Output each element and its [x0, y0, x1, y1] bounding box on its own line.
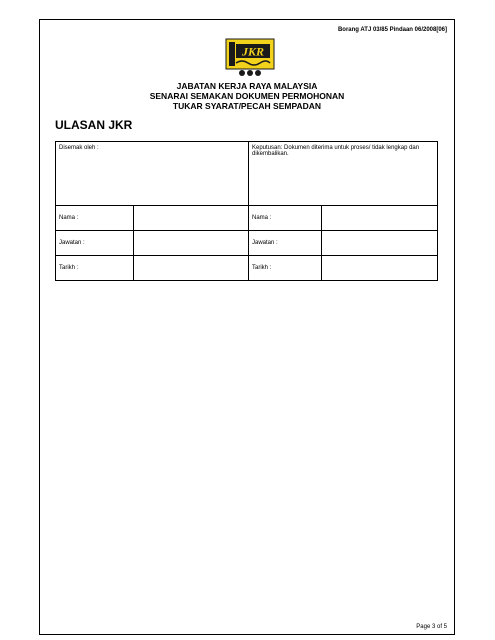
logo-text: JKR [241, 44, 265, 59]
right-name-label: Nama : [249, 206, 322, 231]
right-date-label: Tarikh : [249, 256, 322, 281]
right-name-field[interactable] [322, 206, 438, 231]
left-name-field[interactable] [134, 206, 249, 231]
section-title: ULASAN JKR [55, 118, 133, 132]
right-position-field[interactable] [322, 231, 438, 256]
left-position-label: Jawatan : [56, 231, 134, 256]
checked-by-cell[interactable] [56, 142, 249, 206]
jkr-logo-icon [224, 36, 276, 78]
decision-cell[interactable] [249, 142, 438, 206]
review-table [55, 141, 438, 281]
page-number: Page 3 of 5 [416, 624, 447, 630]
checked-by-label: Disemak oleh : [59, 145, 99, 151]
right-position-label: Jawatan : [249, 231, 322, 256]
document-subtitle: TUKAR SYARAT/PECAH SEMPADAN [172, 101, 322, 111]
left-date-label: Tarikh : [56, 256, 134, 281]
left-date-field[interactable] [134, 256, 249, 281]
document-title: SENARAI SEMAKAN DOKUMEN PERMOHONAN [149, 91, 345, 101]
left-position-field[interactable] [134, 231, 249, 256]
right-date-field[interactable] [322, 256, 438, 281]
form-code: Borang ATJ 03/85 Pindaan 06/2008[06] [337, 27, 447, 33]
agency-title: JABATAN KERJA RAYA MALAYSIA [176, 81, 318, 91]
left-name-label: Nama : [56, 206, 134, 231]
decision-label: Keputusan: Dokumen diterima untuk proses/ tidak lengkap dan dikembalikan. [252, 145, 420, 157]
